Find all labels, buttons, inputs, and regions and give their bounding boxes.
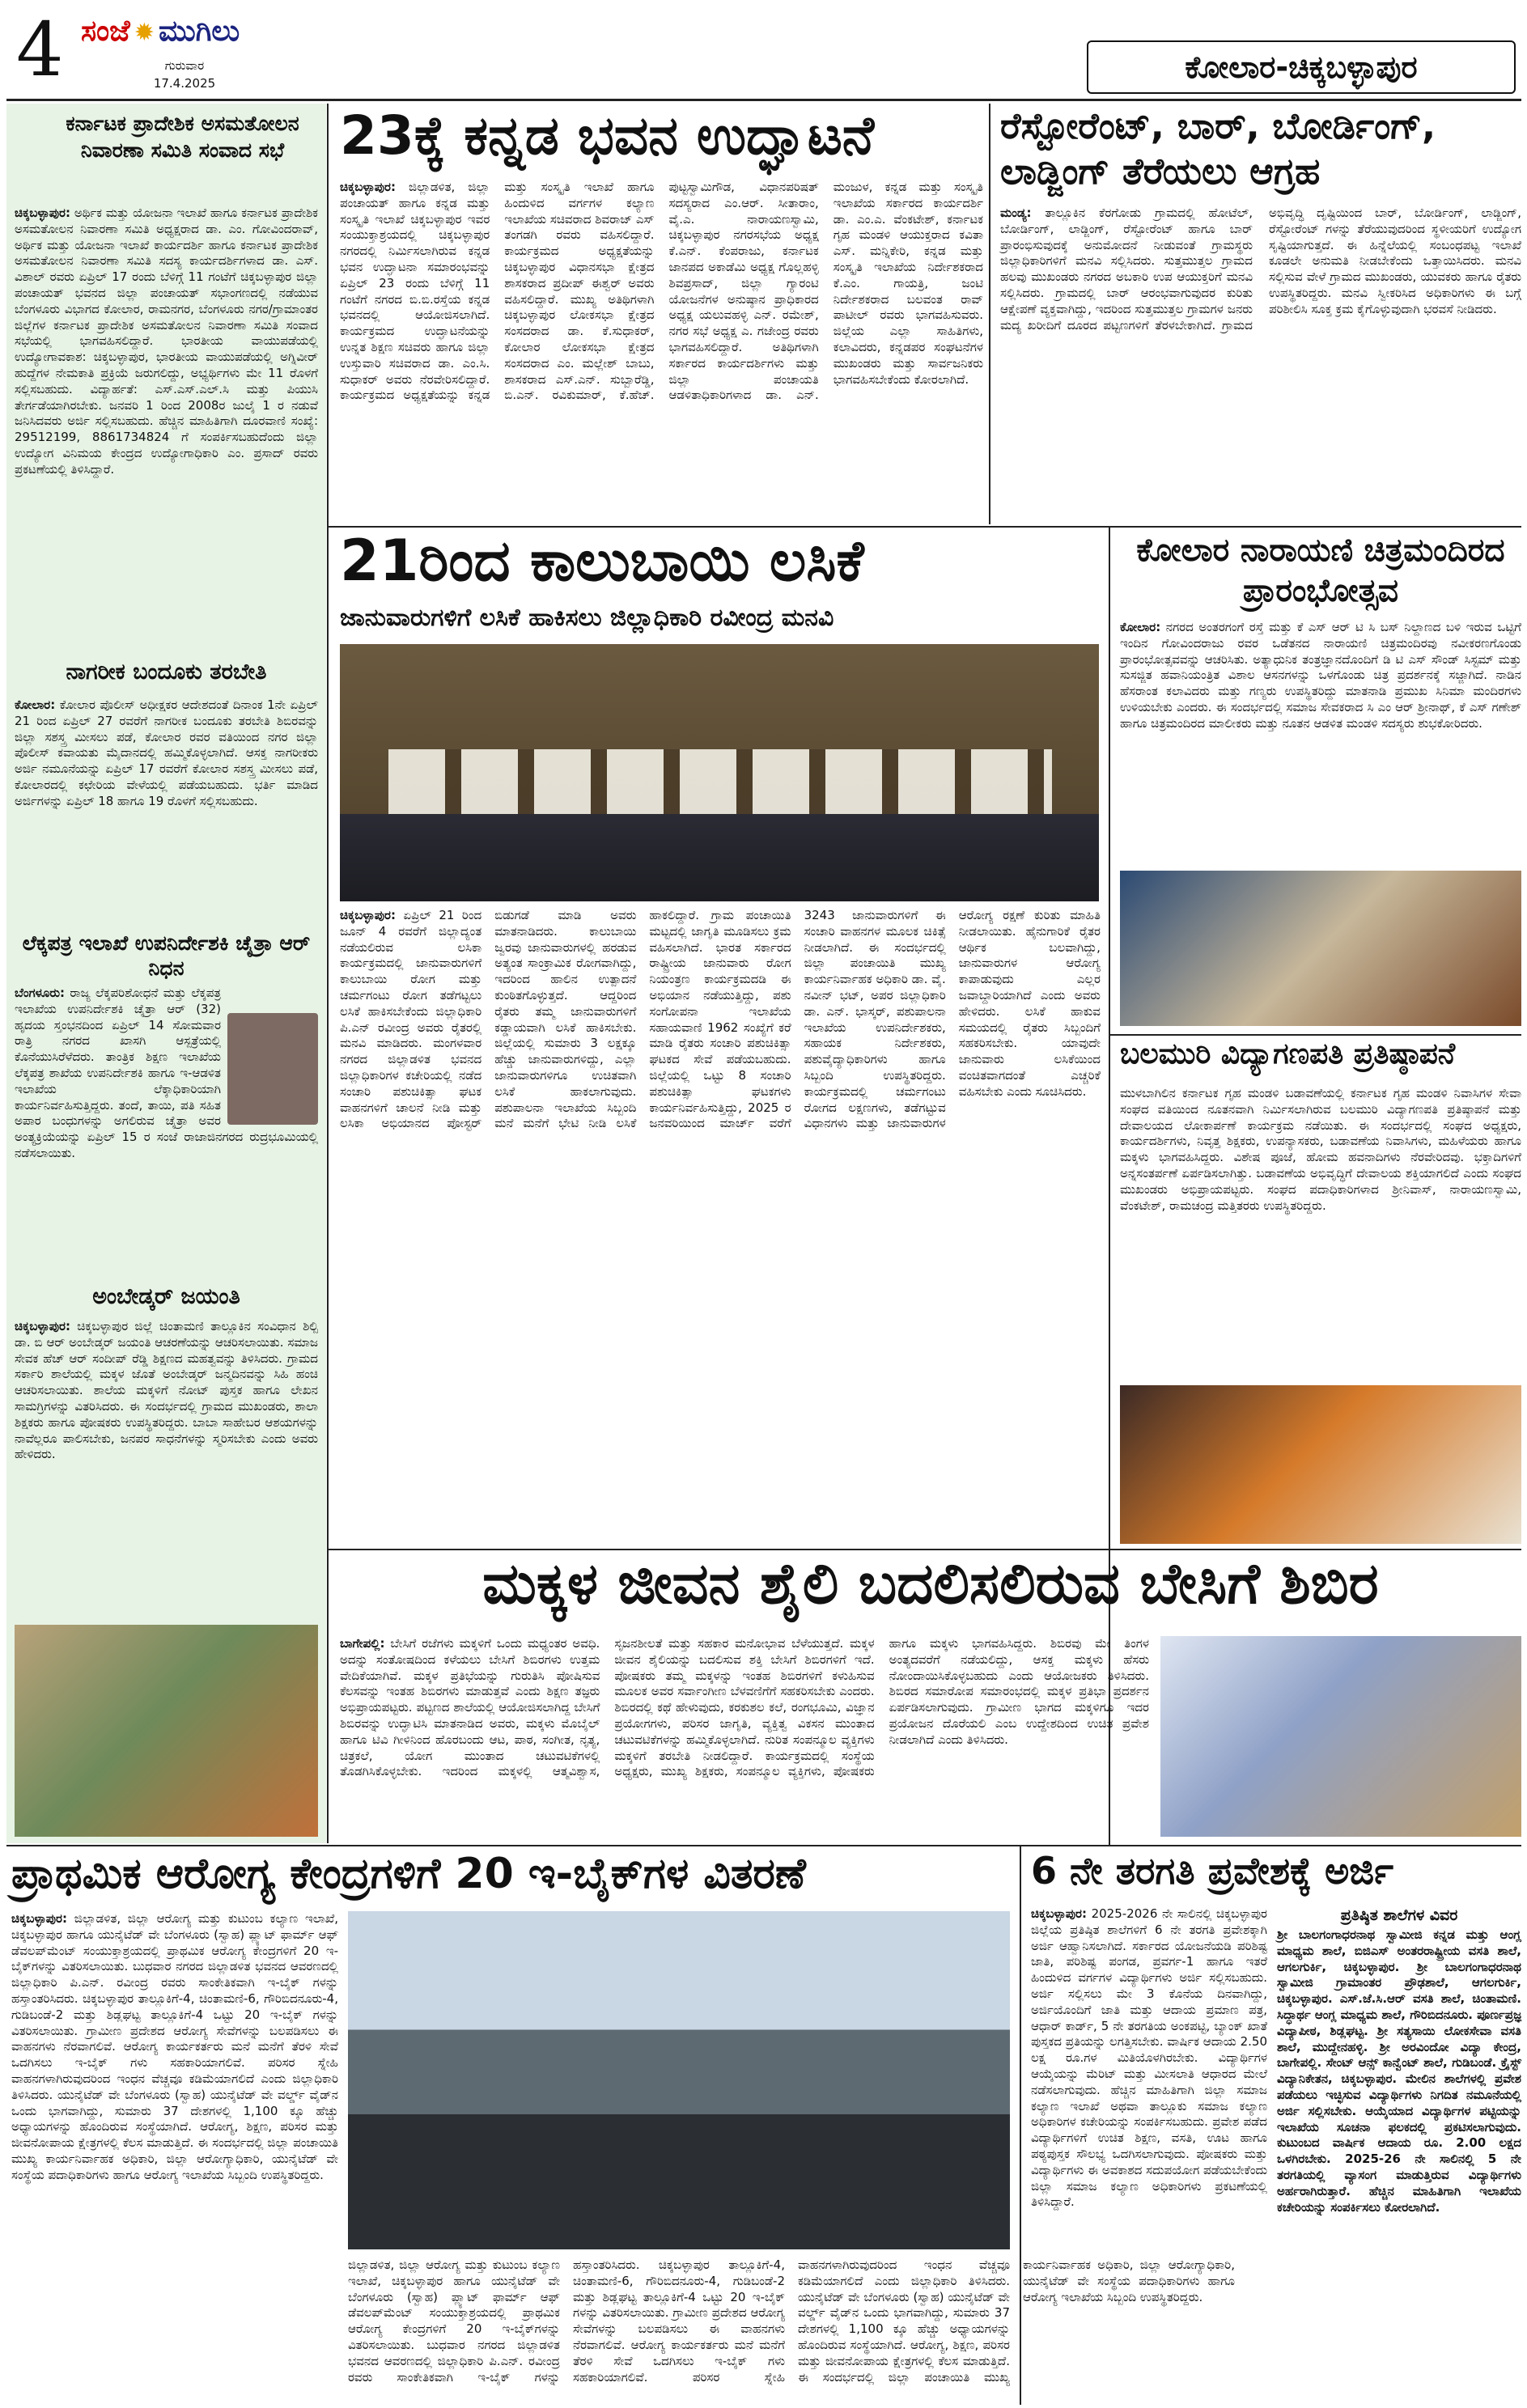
story-text: ಜಿಲ್ಲಾಡಳಿತ, ಜಿಲ್ಲಾ ಆರೋಗ್ಯ ಮತ್ತು ಕುಟುಂಬ ಕಲ್ಯಾಣ ಇಲಾಖೆ, ಚಿಕ್ಕಬಳ್ಳಾಪುರ ಹಾಗೂ ಯುನೈಟೆಡ್ ವೇ ಬೆಂಗಳೂರು (ಸ್ವಾಹ) ಪ್ಲ್ಯಾಟ್ ಫಾರ್ಮ್ ಆಫ್ ಡೆವಲಪ್‌ಮೆಂಟ್ ಸಂಯುಕ್ತಾಶ್ರಯದಲ್ಲಿ ಪ್ರಾಥಮಿಕ ಆರೋಗ್ಯ ಕೇಂದ್ರಗಳಿಗೆ 20 ಇ-ಬೈಕ್‌ಗಳನ್ನು ವಿತರಿಸಲಾಯಿತು. ಬುಧವಾರ ನಗರದ ಜಿಲ್ಲಾಡಳಿತ ಭವನದ ಆವರಣದಲ್ಲಿ ಜಿಲ್ಲಾಧಿಕಾರಿ ಪಿ.ಎನ್. ರವೀಂದ್ರ ರವರು ಸಾಂಕೇತಿಕವಾಗಿ ಇ-ಬೈಕ್ ಗಳನ್ನು ಹಸ್ತಾಂತರಿಸಿದರು. ಚಿಕ್ಕಬಳ್ಳಾಪುರ ತಾಲ್ಲೂಕಿಗೆ-4, ಚಿಂತಾಮಣಿ-6, ಗೌರಿಬಿದನೂರು-4, ಗುಡಿಬಂಡೆ-2 ಮತ್ತು ಶಿಡ್ಲಘಟ್ಟ ತಾಲ್ಲೂಕಿಗೆ-4 ಒಟ್ಟು 20 ಇ-ಬೈಕ್ ಗಳನ್ನು ವಿತರಿಸಲಾಯಿತು. ಗ್ರಾಮೀಣ ಪ್ರದೇಶದ ಆರೋಗ್ಯ ಸೇವೆಗಳನ್ನು ಬಲಪಡಿಸಲು ಈ ವಾಹನಗಳು ನೆರವಾಗಲಿವೆ. ಆರೋಗ್ಯ ಕಾರ್ಯಕರ್ತರು ಮನೆ ಮನೆಗೆ ತೆರಳಿ ಸೇವೆ ಒದಗಿಸಲು ಇ-ಬೈಕ್ ಗಳು ಸಹಕಾರಿಯಾಗಲಿವೆ. ಪರಿಸರ ಸ್ನೇಹಿ ವಾಹನಗಳಾಗಿರುವುದರಿಂದ ಇಂಧನ ವೆಚ್ಚವೂ ಕಡಿಮೆಯಾಗಲಿದೆ ಎಂದು ಜಿಲ್ಲಾಧಿಕಾರಿ ತಿಳಿಸಿದರು. ಯುನೈಟೆಡ್ ವೇ ಬೆಂಗಳೂರು (ಸ್ವಾಹ) ಯುನೈಟೆಡ್ ವೇ ವರ್ಲ್ಡ್ ವೈಡ್‌ನ ಒಂದು ಭಾಗವಾಗಿದ್ದು, ಸುಮಾರು 37 ದೇಶಗಳಲ್ಲಿ 1,100 ಕ್ಕೂ ಹೆಚ್ಚು ಅಧ್ಯಾಯಗಳನ್ನು ಹೊಂದಿರುವ ಸಂಸ್ಥೆಯಾಗಿದೆ. ಆರೋಗ್ಯ, ಶಿಕ್ಷಣ, ಪರಿಸರ ಮತ್ತು ಜೀವನೋಪಾಯ ಕ್ಷೇತ್ರಗಳಲ್ಲಿ ಕೆಲಸ ಮಾಡುತ್ತಿದೆ. ಈ ಸಂದರ್ಭದಲ್ಲಿ ಜಿಲ್ಲಾ ಪಂಚಾಯಿತಿ ಮುಖ್ಯ ಕಾರ್ಯನಿರ್ವಾಹಕ ಅಧಿಕಾರಿ, ಜಿಲ್ಲಾ ಆರೋಗ್ಯಾಧಿಕಾರಿ, ಯುನೈಟೆಡ್ ವೇ ಸಂಸ್ಥೆಯ ಪದಾಧಿಕಾರಿಗಳು ಹಾಗೂ ಆರೋಗ್ಯ ಇಲಾಖೆಯ ಸಿಬ್ಬಂದಿ ಉಪಸ್ಥಿತರಿದ್ದರು. <box>348 2258 1235 2385</box>
sidebar-story1-body <box>15 206 318 659</box>
story-text: ಕೋಲಾರ ಪೊಲೀಸ್ ಅಧೀಕ್ಷಕರ ಆದೇಶದಂತೆ ದಿನಾಂಕ 1ನೇ ಏಪ್ರಿಲ್ 21 ರಿಂದ ಏಪ್ರಿಲ್ 27 ರವರೆಗೆ ನಾಗರೀಕ ಬಂದೂಕು ತರಬೇತಿ ಶಿಬಿರವನ್ನು ಜಿಲ್ಲಾ ಸಶಸ್ತ್ರ ಮೀಸಲು ಪಡೆ, ಕೋಲಾರ ರವರ ವತಿಯಿಂದ ನಗರ ಜಿಲ್ಲಾ ಪೊಲೀಸ್ ಕವಾಯತು ಮೈದಾನದಲ್ಲಿ ಹಮ್ಮಿಕೊಳ್ಳಲಾಗಿದೆ. ಆಸಕ್ತ ನಾಗರೀಕರು ಅರ್ಜಿ ನಮೂನೆಯನ್ನು ಏಪ್ರಿಲ್ 17 ರವರೆಗೆ ಕೋಲಾರ ಸಶಸ್ತ್ರ ಮೀಸಲು ಪಡೆ, ಕೋಲಾರದಲ್ಲಿ ಕಛೇರಿಯ ವೇಳೆಯಲ್ಲಿ ಪಡೆಯಬಹುದು. ಭರ್ತಿ ಮಾಡಿದ ಅರ್ಜಿಗಳನ್ನು ಏಪ್ರಿಲ್ 18 ಹಾಗೂ 19 ರೊಳಗೆ ಸಲ್ಲಿಸಬಹುದು. <box>15 697 318 808</box>
divider-h5 <box>6 1845 1521 1846</box>
subhead-kalubayi: ಜಾನುವಾರುಗಳಿಗೆ ಲಸಿಕೆ ಹಾಕಿಸಲು ಜಿಲ್ಲಾಧಿಕಾರಿ ರವೀಂದ್ರ ಮನವಿ <box>340 604 834 632</box>
headline-narayani: ಕೋಲಾರ ನಾರಾಯಣಿ ಚಿತ್ರಮಂದಿರದ ಪ್ರಾರಂಭೋತ್ಸವ <box>1136 532 1505 609</box>
article-kannada-bhavana <box>340 180 983 511</box>
sidebar-story3-headline: ಲೆಕ್ಕಪತ್ರ ಇಲಾಖೆ ಉಪನಿರ್ದೇಶಕಿ ಚೈತ್ರಾ ಆರ್ ನಿಧನ <box>22 931 311 980</box>
dateline: ಚಿಕ್ಕಬಳ್ಳಾಪುರ: <box>1031 1906 1087 1921</box>
article-ebike-bottom <box>348 2258 1235 2400</box>
chaithra-portrait-photo <box>227 1013 318 1125</box>
masthead <box>6 8 1521 97</box>
story-text: ಬೇಸಿಗೆ ರಜೆಗಳು ಮಕ್ಕಳಿಗೆ ಒಂದು ಮಧ್ಯಂತರ ಅವಧಿ. ಅದನ್ನು ಸಂತೋಷದಿಂದ ಕಳೆಯಲು ಬೇಸಿಗೆ ಶಿಬಿರಗಳು ಉತ್ತಮ ವೇದಿಕೆಯಾಗಿವೆ. ಮಕ್ಕಳ ಪ್ರತಿಭೆಯನ್ನು ಗುರುತಿಸಿ ಪೋಷಿಸುವ ಕೆಲಸವನ್ನು ಇಂತಹ ಶಿಬಿರಗಳು ಮಾಡುತ್ತವೆ ಎಂದು ಶಿಕ್ಷಣ ತಜ್ಞರು ಅಭಿಪ್ರಾಯಪಟ್ಟರು. ಪಟ್ಟಣದ ಶಾಲೆಯಲ್ಲಿ ಆಯೋಜಿಸಲಾಗಿದ್ದ ಬೇಸಿಗೆ ಶಿಬಿರವನ್ನು ಉದ್ಘಾಟಿಸಿ ಮಾತನಾಡಿದ ಅವರು, ಮಕ್ಕಳು ಮೊಬೈಲ್ ಹಾಗೂ ಟಿವಿ ಗೀಳಿನಿಂದ ಹೊರಬಂದು ಆಟ, ಪಾಠ, ಸಂಗೀತ, ನೃತ್ಯ, ಚಿತ್ರಕಲೆ, ಯೋಗ ಮುಂತಾದ ಚಟುವಟಿಕೆಗಳಲ್ಲಿ ತೊಡಗಿಸಿಕೊಳ್ಳಬೇಕು. ಇದರಿಂದ ಮಕ್ಕಳಲ್ಲಿ ಆತ್ಮವಿಶ್ವಾಸ, ಸೃಜನಶೀಲತೆ ಮತ್ತು ಸಹಕಾರ ಮನೋಭಾವ ಬೆಳೆಯುತ್ತದೆ. ಮಕ್ಕಳ ಜೀವನ ಶೈಲಿಯನ್ನು ಬದಲಿಸುವ ಶಕ್ತಿ ಬೇಸಿಗೆ ಶಿಬಿರಗಳಿಗೆ ಇದೆ. ಪೋಷಕರು ತಮ್ಮ ಮಕ್ಕಳನ್ನು ಇಂತಹ ಶಿಬಿರಗಳಿಗೆ ಕಳುಹಿಸುವ ಮೂಲಕ ಅವರ ಸರ್ವಾಂಗೀಣ ಬೆಳವಣಿಗೆಗೆ ಸಹಕರಿಸಬೇಕು ಎಂದರು. ಶಿಬಿರದಲ್ಲಿ ಕಥೆ ಹೇಳುವುದು, ಕರಕುಶಲ ಕಲೆ, ರಂಗಭೂಮಿ, ವಿಜ್ಞಾನ ಪ್ರಯೋಗಗಳು, ಪರಿಸರ ಜಾಗೃತಿ, ವ್ಯಕ್ತಿತ್ವ ವಿಕಸನ ಮುಂತಾದ ಚಟುವಟಿಕೆಗಳನ್ನು ಹಮ್ಮಿಕೊಳ್ಳಲಾಗಿದೆ. ನುರಿತ ಸಂಪನ್ಮೂಲ ವ್ಯಕ್ತಿಗಳು ಮಕ್ಕಳಿಗೆ ತರಬೇತಿ ನೀಡಲಿದ್ದಾರೆ. ಕಾರ್ಯಕ್ರಮದಲ್ಲಿ ಸಂಸ್ಥೆಯ ಅಧ್ಯಕ್ಷರು, ಮುಖ್ಯ ಶಿಕ್ಷಕರು, ಸಂಪನ್ಮೂಲ ವ್ಯಕ್ತಿಗಳು, ಪೋಷಕರು ಹಾಗೂ ಮಕ್ಕಳು ಭಾಗವಹಿಸಿದ್ದರು. ಶಿಬಿರವು ಮೇ ತಿಂಗಳ ಅಂತ್ಯದವರೆಗೆ ನಡೆಯಲಿದ್ದು, ಆಸಕ್ತ ಮಕ್ಕಳು ಹೆಸರು ನೋಂದಾಯಿಸಿಕೊಳ್ಳಬಹುದು ಎಂದು ಆಯೋಜಕರು ತಿಳಿಸಿದರು. ಶಿಬಿರದ ಸಮಾರೋಪ ಸಮಾರಂಭದಲ್ಲಿ ಮಕ್ಕಳ ಪ್ರತಿಭಾ ಪ್ರದರ್ಶನ ಏರ್ಪಡಿಸಲಾಗುವುದು. ಗ್ರಾಮೀಣ ಭಾಗದ ಮಕ್ಕಳಿಗೂ ಇದರ ಪ್ರಯೋಜನ ದೊರೆಯಲಿ ಎಂಬ ಉದ್ದೇಶದಿಂದ ಉಚಿತ ಪ್ರವೇಶ ನೀಡಲಾಗಿದೆ ಎಂದು ತಿಳಿಸಿದರು. <box>340 1636 1149 1779</box>
logo-part-2: ಮುಗಿಲು <box>159 15 240 48</box>
story-text: ಮುಳಬಾಗಿಲಿನ ಕರ್ನಾಟಕ ಗೃಹ ಮಂಡಳಿ ಬಡಾವಣೆಯಲ್ಲಿ ಕರ್ನಾಟಕ ಗೃಹ ಮಂಡಳಿ ನಿವಾಸಿಗಳ ಸೇವಾ ಸಂಘದ ವತಿಯಿಂದ ನೂತನವಾಗಿ ನಿರ್ಮಿಸಲಾಗಿರುವ ಬಲಮುರಿ ವಿದ್ಯಾಗಣಪತಿ ಪ್ರತಿಷ್ಠಾಪನೆ ಮತ್ತು ದೇವಾಲಯದ ಲೋಕಾರ್ಪಣೆ ಕಾರ್ಯಕ್ರಮ ನಡೆಯಿತು. ಈ ಸಂದರ್ಭದಲ್ಲಿ ಸಂಘದ ಅಧ್ಯಕ್ಷರು, ಕಾರ್ಯದರ್ಶಿಗಳು, ನಿವೃತ್ತ ಶಿಕ್ಷಕರು, ಉಪನ್ಯಾಸಕರು, ಬಡಾವಣೆಯ ನಿವಾಸಿಗಳು, ಮಹಿಳೆಯರು ಹಾಗೂ ಮಕ್ಕಳು ಭಾಗವಹಿಸಿದ್ದರು. ವಿಶೇಷ ಪೂಜೆ, ಹೋಮ ಹವನಾದಿಗಳು ನೆರವೇರಿದವು. ಭಕ್ತಾದಿಗಳಿಗೆ ಅನ್ನಸಂತರ್ಪಣೆ ಏರ್ಪಡಿಸಲಾಗಿತ್ತು. ಬಡಾವಣೆಯ ಅಭಿವೃದ್ಧಿಗೆ ದೇವಾಲಯ ಶಕ್ತಿಯಾಗಲಿದೆ ಎಂದು ಸಂಘದ ಮುಖಂಡರು ಅಭಿಪ್ರಾಯಪಟ್ಟರು. ಸಂಘದ ಪದಾಧಿಕಾರಿಗಳಾದ ಶ್ರೀನಿವಾಸ್, ನಾರಾಯಣಸ್ವಾಮಿ, ವೆಂಕಟೇಶ್, ರಾಮಚಂದ್ರ ಮತ್ತಿತರರು ಉಪಸ್ಥಿತರಿದ್ದರು. <box>1120 1086 1521 1213</box>
story-text: ತಾಲ್ಲೂಕಿನ ಕೆರಗೋಡು ಗ್ರಾಮದಲ್ಲಿ ಹೋಟೆಲ್, ಬೋರ್ಡಿಂಗ್, ಲಾಡ್ಜಿಂಗ್, ರೆಸ್ಟೋರೆಂಟ್ ಹಾಗೂ ಬಾರ್ ಪ್ರಾರಂಭಿಸುವುದಕ್ಕೆ ಅನುಮೋದನೆ ನೀಡುವಂತೆ ಗ್ರಾಮಸ್ಥರು ಜಿಲ್ಲಾಧಿಕಾರಿಗಳಿಗೆ ಮನವಿ ಸಲ್ಲಿಸಿದರು. ಸುತ್ತಮುತ್ತಲ ಗ್ರಾಮದ ಹಲವು ಮುಖಂಡರು ನಗರದ ಅಬಕಾರಿ ಉಪ ಆಯುಕ್ತರಿಗೆ ಮನವಿ ಸಲ್ಲಿಸಿದರು. ಗ್ರಾಮದಲ್ಲಿ ಬಾರ್ ಆರಂಭವಾಗುವುದರ ಕುರಿತು ಆಕ್ಷೇಪಣೆ ವ್ಯಕ್ತವಾಗಿದ್ದು, ಇದರಿಂದ ಸುತ್ತಮುತ್ತಲ ಗ್ರಾಮಗಳ ಜನರು ಮದ್ಯ ಖರೀದಿಗೆ ದೂರದ ಪಟ್ಟಣಗಳಿಗೆ ತೆರಳಬೇಕಾಗಿದೆ. ಗ್ರಾಮದ ಅಭಿವೃದ್ಧಿ ದೃಷ್ಟಿಯಿಂದ ಬಾರ್, ಬೋರ್ಡಿಂಗ್, ಲಾಡ್ಜಿಂಗ್, ರೆಸ್ಟೋರೆಂಟ್ ಗಳನ್ನು ತೆರೆಯುವುದರಿಂದ ಸ್ಥಳೀಯರಿಗೆ ಉದ್ಯೋಗ ಸೃಷ್ಟಿಯಾಗುತ್ತದೆ. ಈ ಹಿನ್ನೆಲೆಯಲ್ಲಿ ಸಂಬಂಧಪಟ್ಟ ಇಲಾಖೆ ಕೂಡಲೇ ಅನುಮತಿ ನೀಡಬೇಕೆಂದು ಒತ್ತಾಯಿಸಿದರು. ಮನವಿ ಸಲ್ಲಿಸುವ ವೇಳೆ ಗ್ರಾಮದ ಮುಖಂಡರು, ಯುವಕರು ಹಾಗೂ ರೈತರು ಉಪಸ್ಥಿತರಿದ್ದರು. ಮನವಿ ಸ್ವೀಕರಿಸಿದ ಅಧಿಕಾರಿಗಳು ಈ ಬಗ್ಗೆ ಪರಿಶೀಲಿಸಿ ಸೂಕ್ತ ಕ್ರಮ ಕೈಗೊಳ್ಳುವುದಾಗಿ ಭರವಸೆ ನೀಡಿದರು. <box>1000 206 1521 333</box>
sidebar-story2-headline: ನಾಗರೀಕ ಬಂದೂಕು ತರಬೇತಿ <box>66 659 267 685</box>
dateline: ಚಿಕ್ಕಬಳ್ಳಾಪುರ: <box>15 1319 70 1333</box>
logo-part-1: ಸಂಜೆ <box>81 15 130 48</box>
dateline: ಚಿಕ್ಕಬಳ್ಳಾಪುರ: <box>340 908 396 922</box>
headline-kannada-bhavana: 23ಕ್ಕೆ ಕನ್ನಡ ಭವನ ಉದ್ಘಾಟನೆ <box>340 104 875 167</box>
article-ebike-col1 <box>11 1911 338 2397</box>
headline-ebike: ಪ್ರಾಥಮಿಕ ಆರೋಗ್ಯ ಕೇಂದ್ರಗಳಿಗೆ 20 ಇ-ಬೈಕ್‌ಗಳ ವಿತರಣೆ <box>11 1850 806 1898</box>
sidebar-story4-body <box>15 1319 318 1620</box>
headline-restaurant-bar: ರೆಸ್ಟೋರೆಂಟ್, ಬಾರ್, ಬೋರ್ಡಿಂಗ್, ಲಾಡ್ಜಿಂಗ್ ತೆರೆಯಲು ಆಗ್ರಹ <box>1000 104 1436 193</box>
sun-icon: ✹ <box>134 19 155 47</box>
story-text: ಚಿಕ್ಕಬಳ್ಳಾಪುರ ಜಿಲ್ಲೆ ಚಿಂತಾಮಣಿ ತಾಲ್ಲೂಕಿನ ಸಂವಿಧಾನ ಶಿಲ್ಪಿ ಡಾ. ಬಿ ಆರ್ ಅಂಬೇಡ್ಕರ್ ಜಯಂತಿ ಆಚರಣೆಯನ್ನು ಆಚರಿಸಲಾಯಿತು. ಸಮಾಜ ಸೇವಕ ಹೆಚ್ ಆರ್ ಸಂದೀಪ್ ರೆಡ್ಡಿ ಶಿಕ್ಷಣದ ಮಹತ್ವವನ್ನು ತಿಳಿಸಿದರು. ಗ್ರಾಮದ ಸರ್ಕಾರಿ ಶಾಲೆಯಲ್ಲಿ ಮಕ್ಕಳ ಜೊತೆ ಅಂಬೇಡ್ಕರ್ ಜನ್ಮದಿನವನ್ನು ಸಿಹಿ ಹಂಚಿ ಆಚರಿಸಲಾಯಿತು. ಶಾಲೆಯ ಮಕ್ಕಳಿಗೆ ನೋಟ್ ಪುಸ್ತಕ ಹಾಗೂ ಲೇಖನ ಸಾಮಗ್ರಿಗಳನ್ನು ವಿತರಿಸಿದರು. ಈ ಸಂದರ್ಭದಲ್ಲಿ ಗ್ರಾಮದ ಮುಖಂಡರು, ಶಾಲಾ ಶಿಕ್ಷಕರು ಹಾಗೂ ಪೋಷಕರು ಉಪಸ್ಥಿತರಿದ್ದರು. ಬಾಬಾ ಸಾಹೇಬರ ಆಶಯಗಳನ್ನು ನಾವೆಲ್ಲರೂ ಪಾಲಿಸಬೇಕು, ಜನಪರ ಸಾಧನೆಗಳನ್ನು ಸ್ಮರಿಸಬೇಕು ಎಂದು ಅವರು ಹೇಳಿದರು. <box>15 1319 318 1462</box>
story-text: ಜಿಲ್ಲಾಡಳಿತ, ಜಿಲ್ಲಾ ಪಂಚಾಯತ್ ಹಾಗೂ ಕನ್ನಡ ಮತ್ತು ಸಂಸ್ಕೃತಿ ಇಲಾಖೆ ಚಿಕ್ಕಬಳ್ಳಾಪುರ ಇವರ ಸಂಯುಕ್ತಾಶ್ರಯದಲ್ಲಿ ಚಿಕ್ಕಬಳ್ಳಾಪುರ ನಗರದಲ್ಲಿ ನಿರ್ಮಿಸಲಾಗಿರುವ ಕನ್ನಡ ಭವನ ಉದ್ಘಾಟನಾ ಸಮಾರಂಭವನ್ನು ಏಪ್ರಿಲ್ 23 ರಂದು ಬೆಳಿಗ್ಗೆ 11 ಗಂಟೆಗೆ ನಗರದ ಬಿ.ಬಿ.ರಸ್ತೆಯ ಕನ್ನಡ ಭವನದಲ್ಲಿ ಆಯೋಜಿಸಲಾಗಿದೆ. ಕಾರ್ಯಕ್ರಮದ ಉದ್ಘಾಟನೆಯನ್ನು ಉನ್ನತ ಶಿಕ್ಷಣ ಸಚಿವರು ಹಾಗೂ ಜಿಲ್ಲಾ ಉಸ್ತುವಾರಿ ಸಚಿವರಾದ ಡಾ. ಎಂ.ಸಿ. ಸುಧಾಕರ್ ಅವರು ನೆರವೇರಿಸಲಿದ್ದಾರೆ. ಕಾರ್ಯಕ್ರಮದ ಅಧ್ಯಕ್ಷತೆಯನ್ನು ಕನ್ನಡ ಮತ್ತು ಸಂಸ್ಕೃತಿ ಇಲಾಖೆ ಹಾಗೂ ಹಿಂದುಳಿದ ವರ್ಗಗಳ ಕಲ್ಯಾಣ ಇಲಾಖೆಯ ಸಚಿವರಾದ ಶಿವರಾಜ್ ಎಸ್ ತಂಗಡಗಿ ರವರು ವಹಿಸಲಿದ್ದಾರೆ. ಕಾರ್ಯಕ್ರಮದ ಅಧ್ಯಕ್ಷತೆಯನ್ನು ಚಿಕ್ಕಬಳ್ಳಾಪುರ ವಿಧಾನಸಭಾ ಕ್ಷೇತ್ರದ ಶಾಸಕರಾದ ಪ್ರದೀಪ್ ಈಶ್ವರ್ ಅವರು ವಹಿಸಲಿದ್ದಾರೆ. ಮುಖ್ಯ ಅತಿಥಿಗಳಾಗಿ ಚಿಕ್ಕಬಳ್ಳಾಪುರ ಲೋಕಸಭಾ ಕ್ಷೇತ್ರದ ಸಂಸದರಾದ ಡಾ. ಕೆ.ಸುಧಾಕರ್, ಕೋಲಾರ ಲೋಕಸಭಾ ಕ್ಷೇತ್ರದ ಸಂಸದರಾದ ಎಂ. ಮಲ್ಲೇಶ್ ಬಾಬು, ಶಾಸಕರಾದ ಎಸ್.ಎನ್. ಸುಬ್ಬಾರೆಡ್ಡಿ, ಬಿ.ಎನ್. ರವಿಕುಮಾರ್, ಕೆ.ಹೆಚ್. ಪುಟ್ಟಸ್ವಾಮಿಗೌಡ, ವಿಧಾನಪರಿಷತ್ ಸದಸ್ಯರಾದ ಎಂ.ಆರ್. ಸೀತಾರಾಂ, ವೈ.ಎ. ನಾರಾಯಣಸ್ವಾಮಿ, ಚಿಕ್ಕಬಳ್ಳಾಪುರ ನಗರಸಭೆಯ ಅಧ್ಯಕ್ಷ ಕೆ.ಎನ್. ಕೆಂಪರಾಜು, ಕರ್ನಾಟಕ ಜಾನಪದ ಅಕಾಡೆಮಿ ಅಧ್ಯಕ್ಷ ಗೊಲ್ಲಹಳ್ಳಿ ಶಿವಪ್ರಸಾದ್, ಜಿಲ್ಲಾ ಗ್ಯಾರಂಟಿ ಯೋಜನೆಗಳ ಅನುಷ್ಠಾನ ಪ್ರಾಧಿಕಾರದ ಅಧ್ಯಕ್ಷ ಯಲುವಹಳ್ಳಿ ಎನ್. ರಮೇಶ್, ನಗರ ಸಭೆ ಅಧ್ಯಕ್ಷ ಎ. ಗಜೇಂದ್ರ ರವರು ಭಾಗವಹಿಸಲಿದ್ದಾರೆ. ಅತಿಥಿಗಳಾಗಿ ಸರ್ಕಾರದ ಕಾರ್ಯದರ್ಶಿಗಳು ಮತ್ತು ಜಿಲ್ಲಾ ಪಂಚಾಯತಿ ಆಡಳಿತಾಧಿಕಾರಿಗಳಾದ ಡಾ. ಎನ್. ಮಂಜುಳ, ಕನ್ನಡ ಮತ್ತು ಸಂಸ್ಕೃತಿ ಇಲಾಖೆಯ ಸರ್ಕಾರದ ಕಾರ್ಯದರ್ಶಿ ಡಾ. ಎಂ.ಎ. ವೆಂಕಟೇಶ್, ಕರ್ನಾಟಕ ಗೃಹ ಮಂಡಳಿ ಆಯುಕ್ತರಾದ ಕವಿತಾ ಎಸ್. ಮನ್ನಿಕೇರಿ, ಕನ್ನಡ ಮತ್ತು ಸಂಸ್ಕೃತಿ ಇಲಾಖೆಯ ನಿರ್ದೇಶಕರಾದ ಕೆ.ಎಂ. ಗಾಯತ್ರಿ, ಜಂಟಿ ನಿರ್ದೇಶಕರಾದ ಬಲವಂತ ರಾವ್ ಪಾಟೀಲ್ ರವರು ಭಾಗವಹಿಸುವರು. ಜಿಲ್ಲೆಯ ಎಲ್ಲಾ ಸಾಹಿತಿಗಳು, ಕಲಾವಿದರು, ಕನ್ನಡಪರ ಸಂಘಟನೆಗಳ ಮುಖಂಡರು ಮತ್ತು ಸಾರ್ವಜನಿಕರು ಭಾಗವಹಿಸಬೇಕೆಂದು ಕೋರಲಾಗಿದೆ. <box>340 180 983 403</box>
article-sixth-grade <box>1031 1906 1267 2400</box>
balamuri-temple-group-photo <box>1120 1385 1521 1544</box>
article-balamuri <box>1120 1086 1521 1377</box>
sidebar-divider <box>327 104 329 1843</box>
dateline: ಚಿಕ್ಕಬಳ್ಳಾಪುರ: <box>340 180 396 194</box>
story-text: ಏಪ್ರಿಲ್ 21 ರಿಂದ ಜೂನ್ 4 ರವರೆಗೆ ಜಿಲ್ಲಾದ್ಯಂತ ನಡೆಯಲಿರುವ ಲಸಿಕಾ ಕಾರ್ಯಕ್ರಮದಲ್ಲಿ ಜಾನುವಾರುಗಳಿಗೆ ಕಾಲುಬಾಯಿ ರೋಗ ಮತ್ತು ಚರ್ಮಗಂಟು ರೋಗ ತಡೆಗಟ್ಟಲು ಲಸಿಕೆ ಹಾಕಿಸಬೇಕೆಂದು ಜಿಲ್ಲಾಧಿಕಾರಿ ಪಿ.ಎನ್ ರವೀಂದ್ರ ಅವರು ರೈತರಲ್ಲಿ ಮನವಿ ಮಾಡಿದರು. ಮಂಗಳವಾರ ನಗರದ ಜಿಲ್ಲಾಡಳಿತ ಭವನದ ಜಿಲ್ಲಾಧಿಕಾರಿಗಳ ಕಚೇರಿಯಲ್ಲಿ ನಡೆದ ಸಂಚಾರಿ ಪಶುಚಿಕಿತ್ಸಾ ಘಟಕ ವಾಹನಗಳಿಗೆ ಚಾಲನೆ ನೀಡಿ ಮತ್ತು ಲಸಿಕಾ ಅಭಿಯಾನದ ಪೋಸ್ಟರ್ ಬಿಡುಗಡೆ ಮಾಡಿ ಅವರು ಮಾತನಾಡಿದರು. ಕಾಲುಬಾಯಿ ಜ್ವರವು ಜಾನುವಾರುಗಳಲ್ಲಿ ಹರಡುವ ಅತ್ಯಂತ ಸಾಂಕ್ರಾಮಿಕ ರೋಗವಾಗಿದ್ದು, ಇದರಿಂದ ಹಾಲಿನ ಉತ್ಪಾದನೆ ಕುಂಠಿತಗೊಳ್ಳುತ್ತದೆ. ಆದ್ದರಿಂದ ರೈತರು ತಮ್ಮ ಜಾನುವಾರುಗಳಿಗೆ ಕಡ್ಡಾಯವಾಗಿ ಲಸಿಕೆ ಹಾಕಿಸಬೇಕು. ಜಿಲ್ಲೆಯಲ್ಲಿ ಸುಮಾರು 3 ಲಕ್ಷಕ್ಕೂ ಹೆಚ್ಚು ಜಾನುವಾರುಗಳಿದ್ದು, ಎಲ್ಲಾ ಜಾನುವಾರುಗಳಿಗೂ ಉಚಿತವಾಗಿ ಲಸಿಕೆ ಹಾಕಲಾಗುವುದು. ಪಶುಪಾಲನಾ ಇಲಾಖೆಯ ಸಿಬ್ಬಂದಿ ಮನೆ ಮನೆಗೆ ಭೇಟಿ ನೀಡಿ ಲಸಿಕೆ ಹಾಕಲಿದ್ದಾರೆ. ಗ್ರಾಮ ಪಂಚಾಯಿತಿ ಮಟ್ಟದಲ್ಲಿ ಜಾಗೃತಿ ಮೂಡಿಸಲು ಕ್ರಮ ವಹಿಸಲಾಗಿದೆ. ಭಾರತ ಸರ್ಕಾರದ ರಾಷ್ಟ್ರೀಯ ಜಾನುವಾರು ರೋಗ ನಿಯಂತ್ರಣ ಕಾರ್ಯಕ್ರಮದಡಿ ಈ ಅಭಿಯಾನ ನಡೆಯುತ್ತಿದ್ದು, ಪಶು ಸಂಗೋಪನಾ ಇಲಾಖೆಯ ಸಹಾಯವಾಣಿ 1962 ಸಂಖ್ಯೆಗೆ ಕರೆ ಮಾಡಿ ರೈತರು ಸಂಚಾರಿ ಪಶುಚಿಕಿತ್ಸಾ ಘಟಕದ ಸೇವೆ ಪಡೆಯಬಹುದು. ಜಿಲ್ಲೆಯಲ್ಲಿ ಒಟ್ಟು 8 ಸಂಚಾರಿ ಪಶುಚಿಕಿತ್ಸಾ ಘಟಕಗಳು ಕಾರ್ಯನಿರ್ವಹಿಸುತ್ತಿದ್ದು, 2025 ರ ಜನವರಿಯಿಂದ ಮಾರ್ಚ್ ವರೆಗೆ 3243 ಜಾನುವಾರುಗಳಿಗೆ ಈ ಸಂಚಾರಿ ವಾಹನಗಳ ಮೂಲಕ ಚಿಕಿತ್ಸೆ ನೀಡಲಾಗಿದೆ. ಈ ಸಂದರ್ಭದಲ್ಲಿ ಜಿಲ್ಲಾ ಪಂಚಾಯಿತಿ ಮುಖ್ಯ ಕಾರ್ಯನಿರ್ವಾಹಕ ಅಧಿಕಾರಿ ಡಾ. ವೈ. ನವೀನ್ ಭಟ್, ಅಪರ ಜಿಲ್ಲಾಧಿಕಾರಿ ಡಾ. ಎನ್. ಭಾಸ್ಕರ್, ಪಶುಪಾಲನಾ ಇಲಾಖೆಯ ಉಪನಿರ್ದೇಶಕರು, ಸಹಾಯಕ ನಿರ್ದೇಶಕರು, ಪಶುವೈದ್ಯಾಧಿಕಾರಿಗಳು ಹಾಗೂ ಸಿಬ್ಬಂದಿ ಉಪಸ್ಥಿತರಿದ್ದರು. ಕಾರ್ಯಕ್ರಮದಲ್ಲಿ ಚರ್ಮಗಂಟು ರೋಗದ ಲಕ್ಷಣಗಳು, ತಡೆಗಟ್ಟುವ ವಿಧಾನಗಳು ಮತ್ತು ಜಾನುವಾರುಗಳ ಆರೋಗ್ಯ ರಕ್ಷಣೆ ಕುರಿತು ಮಾಹಿತಿ ನೀಡಲಾಯಿತು. ಹೈನುಗಾರಿಕೆ ರೈತರ ಆರ್ಥಿಕ ಬಲವಾಗಿದ್ದು, ಜಾನುವಾರುಗಳ ಆರೋಗ್ಯ ಕಾಪಾಡುವುದು ಎಲ್ಲರ ಜವಾಬ್ದಾರಿಯಾಗಿದೆ ಎಂದು ಅವರು ಹೇಳಿದರು. ಲಸಿಕೆ ಹಾಕುವ ಸಮಯದಲ್ಲಿ ರೈತರು ಸಿಬ್ಬಂದಿಗೆ ಸಹಕರಿಸಬೇಕು. ಯಾವುದೇ ಜಾನುವಾರು ಲಸಿಕೆಯಿಂದ ವಂಚಿತವಾಗದಂತೆ ಎಚ್ಚರಿಕೆ ವಹಿಸಬೇಕು ಎಂದು ಸೂಚಿಸಿದರು. <box>340 908 1101 1131</box>
story-text: ನಗರದ ಅಂತರಗಂಗೆ ರಸ್ತೆ ಮತ್ತು ಕೆ ಎಸ್ ಆರ್ ಟಿ ಸಿ ಬಸ್ ನಿಲ್ದಾಣದ ಬಳಿ ಇರುವ ಒಟ್ಟಿಗೆ ಇಂದಿನ ಗೋವಿಂದರಾಜು ರವರ ಒಡೆತನದ ನಾರಾಯಣಿ ಚಿತ್ರಮಂದಿರವು ನವೀಕರಣಗೊಂಡು ಪ್ರಾರಂಭೋತ್ಸವವನ್ನು ಆಚರಿಸಿತು. ಅತ್ಯಾಧುನಿಕ ತಂತ್ರಜ್ಞಾನದೊಂದಿಗೆ ಡಿ ಟಿ ಎಸ್ ಸೌಂಡ್ ಸಿಸ್ಟಮ್ ಮತ್ತು ಸುಸಜ್ಜಿತ ಹವಾನಿಯಂತ್ರಿತ ವಿಶಾಲ ಆಸನಗಳನ್ನು ಒಳಗೊಂಡು ಚಿತ್ರ ಪ್ರದರ್ಶನಕ್ಕೆ ಸಜ್ಜಾಗಿದೆ. ನಾಡಿನ ಹೆಸರಾಂತ ಕಲಾವಿದರು ಮತ್ತು ಗಣ್ಯರು ಉಪಸ್ಥಿತರಿದ್ದು ಮಾತನಾಡಿ ಪ್ರಮುಖ ಸಿನಿಮಾ ಮಂದಿರಗಳು ಉಳಿಯಬೇಕು ಎಂದರು. ಈ ಸಂದರ್ಭದಲ್ಲಿ ಸಮಾಜ ಸೇವಕರಾದ ಸಿ ಎಂ ಆರ್ ಶ್ರೀನಾಥ್, ಕೆ ಎಸ್ ಗಣೇಶ್ ಹಾಗೂ ಚಿತ್ರಮಂದಿರದ ಮಾಲೀಕರು ಮತ್ತು ನೂತನ ಆಡಳಿತ ಮಂಡಳಿ ಸದಸ್ಯರು ಶುಭಕೋರಿದರು. <box>1120 620 1521 731</box>
dateline: ಬಾಗೇಪಲ್ಲಿ: <box>340 1636 385 1651</box>
photo-people-band <box>340 814 1099 901</box>
masthead-rule <box>6 99 1521 101</box>
weekday: ಗುರುವಾರ <box>164 58 205 73</box>
divider-v3 <box>1020 1846 1021 2405</box>
sidebar-story3-body <box>15 986 318 1293</box>
article-restaurant-bar <box>1000 206 1521 518</box>
dateline: ಕೋಲಾರ: <box>15 697 56 712</box>
summer-camp-photo <box>1160 1636 1521 1837</box>
kalubayi-poster-release-photo <box>340 644 1099 901</box>
story-text: ರಾಜ್ಯ ಲೆಕ್ಕಪರಿಶೋಧನೆ ಮತ್ತು ಲೆಕ್ಕಪತ್ರ ಇಲಾಖೆಯ ಉಪನಿರ್ದೇಶಕಿ ಚೈತ್ರಾ ಆರ್ (32) ಹೃದಯ ಸ್ತಂಭನದಿಂದ ಏಪ್ರಿಲ್ 14 ಸೋಮವಾರ ರಾತ್ರಿ ನಗರದ ಖಾಸಗಿ ಆಸ್ಪತ್ರೆಯಲ್ಲಿ ಕೊನೆಯುಸಿರೆಳೆದರು. ತಾಂತ್ರಿಕ ಶಿಕ್ಷಣ ಇಲಾಖೆಯ ಲೆಕ್ಕಪತ್ರ ಶಾಖೆಯ ಉಪನಿರ್ದೇಶಕಿ ಹಾಗೂ ಇ-ಆಡಳಿತ ಇಲಾಖೆಯ ಲೆಕ್ಕಾಧಿಕಾರಿಯಾಗಿ ಕಾರ್ಯನಿರ್ವಹಿಸುತ್ತಿದ್ದರು. ತಂದೆ, ತಾಯಿ, ಪತಿ ಸಹಿತ ಅಪಾರ ಬಂಧುಗಳನ್ನು ಅಗಲಿರುವ ಚೈತ್ರಾ ಅವರ ಅಂತ್ಯಕ್ರಿಯೆಯನ್ನು ಏಪ್ರಿಲ್ 15 ರ ಸಂಜೆ ರಾಜಾಜಿನಗರದ ರುದ್ರಭೂಮಿಯಲ್ಲಿ ನಡೆಸಲಾಯಿತು. <box>15 986 318 1160</box>
dateline: ಮಂಡ್ಯ: <box>1000 206 1032 220</box>
story-text: ಅರ್ಥಿಕ ಮತ್ತು ಯೋಜನಾ ಇಲಾಖೆ ಹಾಗೂ ಕರ್ನಾಟಕ ಪ್ರಾದೇಶಿಕ ಅಸಮತೋಲನ ನಿವಾರಣಾ ಸಮಿತಿ ಅಧ್ಯಕ್ಷರಾದ ಡಾ. ಎಂ. ಗೋವಿಂದರಾವ್, ಅರ್ಥಿಕ ಮತ್ತು ಯೋಜನಾ ಇಲಾಖೆ ಕಾರ್ಯದರ್ಶಿ ಹಾಗೂ ಕರ್ನಾಟಕ ಪ್ರಾದೇಶಿಕ ಅಸಮತೋಲನ ನಿವಾರಣಾ ಸಮಿತಿ ಸದಸ್ಯ ಕಾರ್ಯದರ್ಶಿಗಳಾದ ಡಾ. ಎಸ್. ವಿಶಾಲ್ ರವರು ಏಪ್ರಿಲ್ 17 ರಂದು ಬೆಳಿಗ್ಗೆ 11 ಗಂಟೆಗೆ ಚಿಕ್ಕಬಳ್ಳಾಪುರ ಜಿಲ್ಲಾ ಪಂಚಾಯತ್ ಭವನದ ಜಿಲ್ಲಾ ಪಂಚಾಯತ್ ಸಭಾಂಗಣದಲ್ಲಿ ನಡೆಯುವ ಬೆಂಗಳೂರು ವಿಭಾಗದ ಕೋಲಾರ, ರಾಮನಗರ, ಬೆಂಗಳೂರು ನಗರ/ಗ್ರಾಮಾಂತರ ಜಿಲ್ಲೆಗಳ ಕರ್ನಾಟಕ ಪ್ರಾದೇಶಿಕ ಅಸಮತೋಲನ ನಿವಾರಣಾ ಸಮಿತಿ ಸಂವಾದ ಸಭೆಯಲ್ಲಿ ಭಾಗವಹಿಸಲಿದ್ದಾರೆ. ಭಾರತೀಯ ವಾಯುಪಡೆಯಲ್ಲಿ ಉದ್ಯೋಗಾವಕಾಶ: ಚಿಕ್ಕಬಳ್ಳಾಪುರ, ಭಾರತೀಯ ವಾಯುಪಡೆಯಲ್ಲಿ ಅಗ್ನಿವೀರ್ ಹುದ್ದೆಗಳ ನೇಮಕಾತಿ ಪ್ರಕ್ರಿಯೆ ಜರುಗಲಿದ್ದು, ಅಭ್ಯರ್ಥಿಗಳು ಮೇ 11 ರೊಳಗೆ ಸಲ್ಲಿಸಬಹುದು. ವಿದ್ಯಾರ್ಹತೆ: ಎಸ್.ಎಸ್.ಎಲ್.ಸಿ ಮತ್ತು ಪಿಯುಸಿ ತೇರ್ಗಡೆಯಾಗಿರಬೇಕು. ಜನವರಿ 1 ರಿಂದ 2008ರ ಜುಲೈ 1 ರ ನಡುವೆ ಜನಿಸಿದವರು ಅರ್ಜಿ ಸಲ್ಲಿಸಬಹುದು. ಹೆಚ್ಚಿನ ಮಾಹಿತಿಗಾಗಿ ದೂರವಾಣಿ ಸಂಖ್ಯೆ: 29512199, 8861734824 ಗೆ ಸಂಪರ್ಕಿಸಬಹುದೆಂದು ಜಿಲ್ಲಾ ಉದ್ಯೋಗ ವಿನಿಮಯ ಕೇಂದ್ರದ ಉದ್ಯೋಗಾಧಿಕಾರಿ ಎಂ. ಪ್ರಸಾದ್ ರವರು ಪ್ರಕಟಣೆಯಲ್ಲಿ ತಿಳಿಸಿದ್ದಾರೆ. <box>15 206 318 477</box>
dateline: ಕೋಲಾರ: <box>1120 620 1161 634</box>
divider-v1 <box>989 104 990 524</box>
divider-h2 <box>1110 1034 1521 1036</box>
story-text: 2025-2026 ನೇ ಸಾಲಿನಲ್ಲಿ ಚಿಕ್ಕಬಳ್ಳಾಪುರ ಜಿಲ್ಲೆಯ ಪ್ರತಿಷ್ಠಿತ ಶಾಲೆಗಳಿಗೆ 6 ನೇ ತರಗತಿ ಪ್ರವೇಶಕ್ಕಾಗಿ ಅರ್ಜಿ ಆಹ್ವಾನಿಸಲಾಗಿದೆ. ಸರ್ಕಾರದ ಯೋಜನೆಯಡಿ ಪರಿಶಿಷ್ಟ ಜಾತಿ, ಪರಿಶಿಷ್ಟ ಪಂಗಡ, ಪ್ರವರ್ಗ-1 ಹಾಗೂ ಇತರೆ ಹಿಂದುಳಿದ ವರ್ಗಗಳ ವಿದ್ಯಾರ್ಥಿಗಳು ಅರ್ಜಿ ಸಲ್ಲಿಸಬಹುದು. ಅರ್ಜಿ ಸಲ್ಲಿಸಲು ಮೇ 3 ಕೊನೆಯ ದಿನವಾಗಿದ್ದು, ಅರ್ಜಿಯೊಂದಿಗೆ ಜಾತಿ ಮತ್ತು ಆದಾಯ ಪ್ರಮಾಣ ಪತ್ರ, ಆಧಾರ್ ಕಾರ್ಡ್, 5 ನೇ ತರಗತಿಯ ಅಂಕಪಟ್ಟಿ, ಬ್ಯಾಂಕ್ ಖಾತೆ ಪುಸ್ತಕದ ಪ್ರತಿಯನ್ನು ಲಗತ್ತಿಸಬೇಕು. ವಾರ್ಷಿಕ ಆದಾಯ 2.50 ಲಕ್ಷ ರೂ.ಗಳ ಮಿತಿಯೊಳಗಿರಬೇಕು. ವಿದ್ಯಾರ್ಥಿಗಳ ಆಯ್ಕೆಯನ್ನು ಮೆರಿಟ್ ಮತ್ತು ಮೀಸಲಾತಿ ಆಧಾರದ ಮೇಲೆ ನಡೆಸಲಾಗುವುದು. ಹೆಚ್ಚಿನ ಮಾಹಿತಿಗಾಗಿ ಜಿಲ್ಲಾ ಸಮಾಜ ಕಲ್ಯಾಣ ಇಲಾಖೆ ಅಥವಾ ತಾಲ್ಲೂಕು ಸಮಾಜ ಕಲ್ಯಾಣ ಅಧಿಕಾರಿಗಳ ಕಚೇರಿಯನ್ನು ಸಂಪರ್ಕಿಸಬಹುದು. ಪ್ರವೇಶ ಪಡೆದ ವಿದ್ಯಾರ್ಥಿಗಳಿಗೆ ಉಚಿತ ಶಿಕ್ಷಣ, ವಸತಿ, ಊಟ ಹಾಗೂ ಪಠ್ಯಪುಸ್ತಕ ಸೌಲಭ್ಯ ಒದಗಿಸಲಾಗುವುದು. ಪೋಷಕರು ಮತ್ತು ವಿದ್ಯಾರ್ಥಿಗಳು ಈ ಅವಕಾಶದ ಸದುಪಯೋಗ ಪಡೆಯಬೇಕೆಂದು ಜಿಲ್ಲಾ ಸಮಾಜ ಕಲ್ಯಾಣ ಅಧಿಕಾರಿಗಳು ಪ್ರಕಟಣೆಯಲ್ಲಿ ತಿಳಿಸಿದ್ದಾರೆ. <box>1031 1906 1267 2210</box>
newspaper-logo <box>81 15 275 55</box>
schools-header: ಪ್ರತಿಷ್ಠಿತ ಶಾಲೆಗಳ ವಿವರ <box>1340 1906 1458 1924</box>
story-text: ಜಿಲ್ಲಾಡಳಿತ, ಜಿಲ್ಲಾ ಆರೋಗ್ಯ ಮತ್ತು ಕುಟುಂಬ ಕಲ್ಯಾಣ ಇಲಾಖೆ, ಚಿಕ್ಕಬಳ್ಳಾಪುರ ಹಾಗೂ ಯುನೈಟೆಡ್ ವೇ ಬೆಂಗಳೂರು (ಸ್ವಾಹ) ಪ್ಲ್ಯಾಟ್ ಫಾರ್ಮ್ ಆಫ್ ಡೆವಲಪ್‌ಮೆಂಟ್ ಸಂಯುಕ್ತಾಶ್ರಯದಲ್ಲಿ ಪ್ರಾಥಮಿಕ ಆರೋಗ್ಯ ಕೇಂದ್ರಗಳಿಗೆ 20 ಇ-ಬೈಕ್‌ಗಳನ್ನು ವಿತರಿಸಲಾಯಿತು. ಬುಧವಾರ ನಗರದ ಜಿಲ್ಲಾಡಳಿತ ಭವನದ ಆವರಣದಲ್ಲಿ ಜಿಲ್ಲಾಧಿಕಾರಿ ಪಿ.ಎನ್. ರವೀಂದ್ರ ರವರು ಸಾಂಕೇತಿಕವಾಗಿ ಇ-ಬೈಕ್ ಗಳನ್ನು ಹಸ್ತಾಂತರಿಸಿದರು. ಚಿಕ್ಕಬಳ್ಳಾಪುರ ತಾಲ್ಲೂಕಿಗೆ-4, ಚಿಂತಾಮಣಿ-6, ಗೌರಿಬಿದನೂರು-4, ಗುಡಿಬಂಡೆ-2 ಮತ್ತು ಶಿಡ್ಲಘಟ್ಟ ತಾಲ್ಲೂಕಿಗೆ-4 ಒಟ್ಟು 20 ಇ-ಬೈಕ್ ಗಳನ್ನು ವಿತರಿಸಲಾಯಿತು. ಗ್ರಾಮೀಣ ಪ್ರದೇಶದ ಆರೋಗ್ಯ ಸೇವೆಗಳನ್ನು ಬಲಪಡಿಸಲು ಈ ವಾಹನಗಳು ನೆರವಾಗಲಿವೆ. ಆರೋಗ್ಯ ಕಾರ್ಯಕರ್ತರು ಮನೆ ಮನೆಗೆ ತೆರಳಿ ಸೇವೆ ಒದಗಿಸಲು ಇ-ಬೈಕ್ ಗಳು ಸಹಕಾರಿಯಾಗಲಿವೆ. ಪರಿಸರ ಸ್ನೇಹಿ ವಾಹನಗಳಾಗಿರುವುದರಿಂದ ಇಂಧನ ವೆಚ್ಚವೂ ಕಡಿಮೆಯಾಗಲಿದೆ ಎಂದು ಜಿಲ್ಲಾಧಿಕಾರಿ ತಿಳಿಸಿದರು. ಯುನೈಟೆಡ್ ವೇ ಬೆಂಗಳೂರು (ಸ್ವಾಹ) ಯುನೈಟೆಡ್ ವೇ ವರ್ಲ್ಡ್ ವೈಡ್‌ನ ಒಂದು ಭಾಗವಾಗಿದ್ದು, ಸುಮಾರು 37 ದೇಶಗಳಲ್ಲಿ 1,100 ಕ್ಕೂ ಹೆಚ್ಚು ಅಧ್ಯಾಯಗಳನ್ನು ಹೊಂದಿರುವ ಸಂಸ್ಥೆಯಾಗಿದೆ. ಆರೋಗ್ಯ, ಶಿಕ್ಷಣ, ಪರಿಸರ ಮತ್ತು ಜೀವನೋಪಾಯ ಕ್ಷೇತ್ರಗಳಲ್ಲಿ ಕೆಲಸ ಮಾಡುತ್ತಿದೆ. ಈ ಸಂದರ್ಭದಲ್ಲಿ ಜಿಲ್ಲಾ ಪಂಚಾಯಿತಿ ಮುಖ್ಯ ಕಾರ್ಯನಿರ್ವಾಹಕ ಅಧಿಕಾರಿ, ಜಿಲ್ಲಾ ಆರೋಗ್ಯಾಧಿಕಾರಿ, ಯುನೈಟೆಡ್ ವೇ ಸಂಸ್ಥೆಯ ಪದಾಧಿಕಾರಿಗಳು ಹಾಗೂ ಆರೋಗ್ಯ ಇಲಾಖೆಯ ಸಿಬ್ಬಂದಿ ಉಪಸ್ಥಿತರಿದ್ದರು. <box>11 1911 338 2182</box>
narayani-theatre-inauguration-photo <box>1120 871 1521 1026</box>
schools-text: ಶ್ರೀ ಬಾಲಗಂಗಾಧರನಾಥ ಸ್ವಾಮೀಜಿ ಕನ್ನಡ ಮತ್ತು ಆಂಗ್ಲ ಮಾಧ್ಯಮ ಶಾಲೆ, ಬಿಜಿಎಸ್ ಅಂತರರಾಷ್ಟ್ರೀಯ ವಸತಿ ಶಾಲೆ, ಆಗಲಗುರ್ಕಿ, ಚಿಕ್ಕಬಳ್ಳಾಪುರ. ಶ್ರೀ ಬಾಲಗಂಗಾಧರನಾಥ ಸ್ವಾಮೀಜಿ ಗ್ರಾಮಾಂತರ ಪ್ರೌಢಶಾಲೆ, ಆಗಲಗುರ್ಕಿ, ಚಿಕ್ಕಬಳ್ಳಾಪುರ. ಎಸ್.ಜೆ.ಸಿ.ಆರ್ ವಸತಿ ಶಾಲೆ, ಚಿಂತಾಮಣಿ. ಸಿದ್ಧಾರ್ಥ ಆಂಗ್ಲ ಮಾಧ್ಯಮ ಶಾಲೆ, ಗೌರಿಬಿದನೂರು. ಪೂರ್ಣಪ್ರಜ್ಞ ವಿದ್ಯಾಪೀಠ, ಶಿಡ್ಲಘಟ್ಟ. ಶ್ರೀ ಸತ್ಯಸಾಯಿ ಲೋಕಸೇವಾ ವಸತಿ ಶಾಲೆ, ಮುದ್ದೇನಹಳ್ಳಿ. ಶ್ರೀ ಅರವಿಂದೋ ವಿದ್ಯಾ ಕೇಂದ್ರ, ಬಾಗೇಪಲ್ಲಿ. ಸೇಂಟ್ ಆನ್ಸ್ ಕಾನ್ವೆಂಟ್ ಶಾಲೆ, ಗುಡಿಬಂಡೆ. ಕ್ರೈಸ್ಟ್ ವಿದ್ಯಾನಿಕೇತನ, ಚಿಕ್ಕಬಳ್ಳಾಪುರ. ಮೇಲಿನ ಶಾಲೆಗಳಲ್ಲಿ ಪ್ರವೇಶ ಪಡೆಯಲು ಇಚ್ಛಿಸುವ ವಿದ್ಯಾರ್ಥಿಗಳು ನಿಗದಿತ ನಮೂನೆಯಲ್ಲಿ ಅರ್ಜಿ ಸಲ್ಲಿಸಬೇಕು. ಆಯ್ಕೆಯಾದ ವಿದ್ಯಾರ್ಥಿಗಳ ಪಟ್ಟಿಯನ್ನು ಇಲಾಖೆಯ ಸೂಚನಾ ಫಲಕದಲ್ಲಿ ಪ್ರಕಟಿಸಲಾಗುವುದು. ಕುಟುಂಬದ ವಾರ್ಷಿಕ ಆದಾಯ ರೂ. 2.00 ಲಕ್ಷದ ಒಳಗಿರಬೇಕು. 2025-26 ನೇ ಸಾಲಿನಲ್ಲಿ 5 ನೇ ತರಗತಿಯಲ್ಲಿ ವ್ಯಾಸಂಗ ಮಾಡುತ್ತಿರುವ ವಿದ್ಯಾರ್ಥಿಗಳು ಅರ್ಹರಾಗಿರುತ್ತಾರೆ. ಹೆಚ್ಚಿನ ಮಾಹಿತಿಗಾಗಿ ಇಲಾಖೆಯ ಕಚೇರಿಯನ್ನು ಸಂಪರ್ಕಿಸಲು ಕೋರಲಾಗಿದೆ. <box>1277 1927 1521 2215</box>
page-number: 4 <box>16 6 64 93</box>
dateline: ಚಿಕ್ಕಬಳ್ಳಾಪುರ: <box>11 1911 67 1926</box>
ambedkar-jayanti-photo <box>15 1625 318 1837</box>
dateline: ಚಿಕ್ಕಬಳ್ಳಾಪುರ: <box>15 206 70 220</box>
headline-besige: ಮಕ್ಕಳ ಜೀವನ ಶೈಲಿ ಬದಲಿಸಲಿರುವ ಬೇಸಿಗೆ ಶಿಬಿರ <box>482 1550 1379 1617</box>
article-besige <box>340 1636 1149 1837</box>
sidebar-story2-body <box>15 697 318 926</box>
dateline: ಬೆಂಗಳೂರು: <box>15 986 66 1000</box>
issue-date: 17.4.2025 <box>153 76 216 91</box>
region-banner: ಕೋಲಾರ-ಚಿಕ್ಕಬಳ್ಳಾಪುರ <box>1087 40 1516 94</box>
headline-balamuri: ಬಲಮುರಿ ವಿದ್ಯಾಗಣಪತಿ ಪ್ರತಿಷ್ಠಾಪನೆ <box>1120 1037 1456 1070</box>
sidebar-story1-headline: ಕರ್ನಾಟಕ ಪ್ರಾದೇಶಿಕ ಅಸಮತೋಲನ ನಿವಾರಣಾ ಸಮಿತಿ ಸಂವಾದ ಸಭೆ <box>66 112 299 162</box>
headline-sixth-grade: 6 ನೇ ತರಗತಿ ಪ್ರವೇಶಕ್ಕೆ ಅರ್ಜಿ <box>1031 1849 1394 1893</box>
headline-kalubayi: 21ರಿಂದ ಕಾಲುಬಾಯಿ ಲಸಿಕೆ <box>340 528 864 594</box>
ebike-distribution-photo <box>348 1911 1010 2249</box>
sidebar-story4-headline: ಅಂಬೇಡ್ಕರ್ ಜಯಂತಿ <box>92 1284 240 1309</box>
article-narayani <box>1120 620 1521 863</box>
photo-poster-row <box>388 749 1052 822</box>
schools-list <box>1277 1906 1521 2400</box>
sidebar <box>6 104 326 1843</box>
